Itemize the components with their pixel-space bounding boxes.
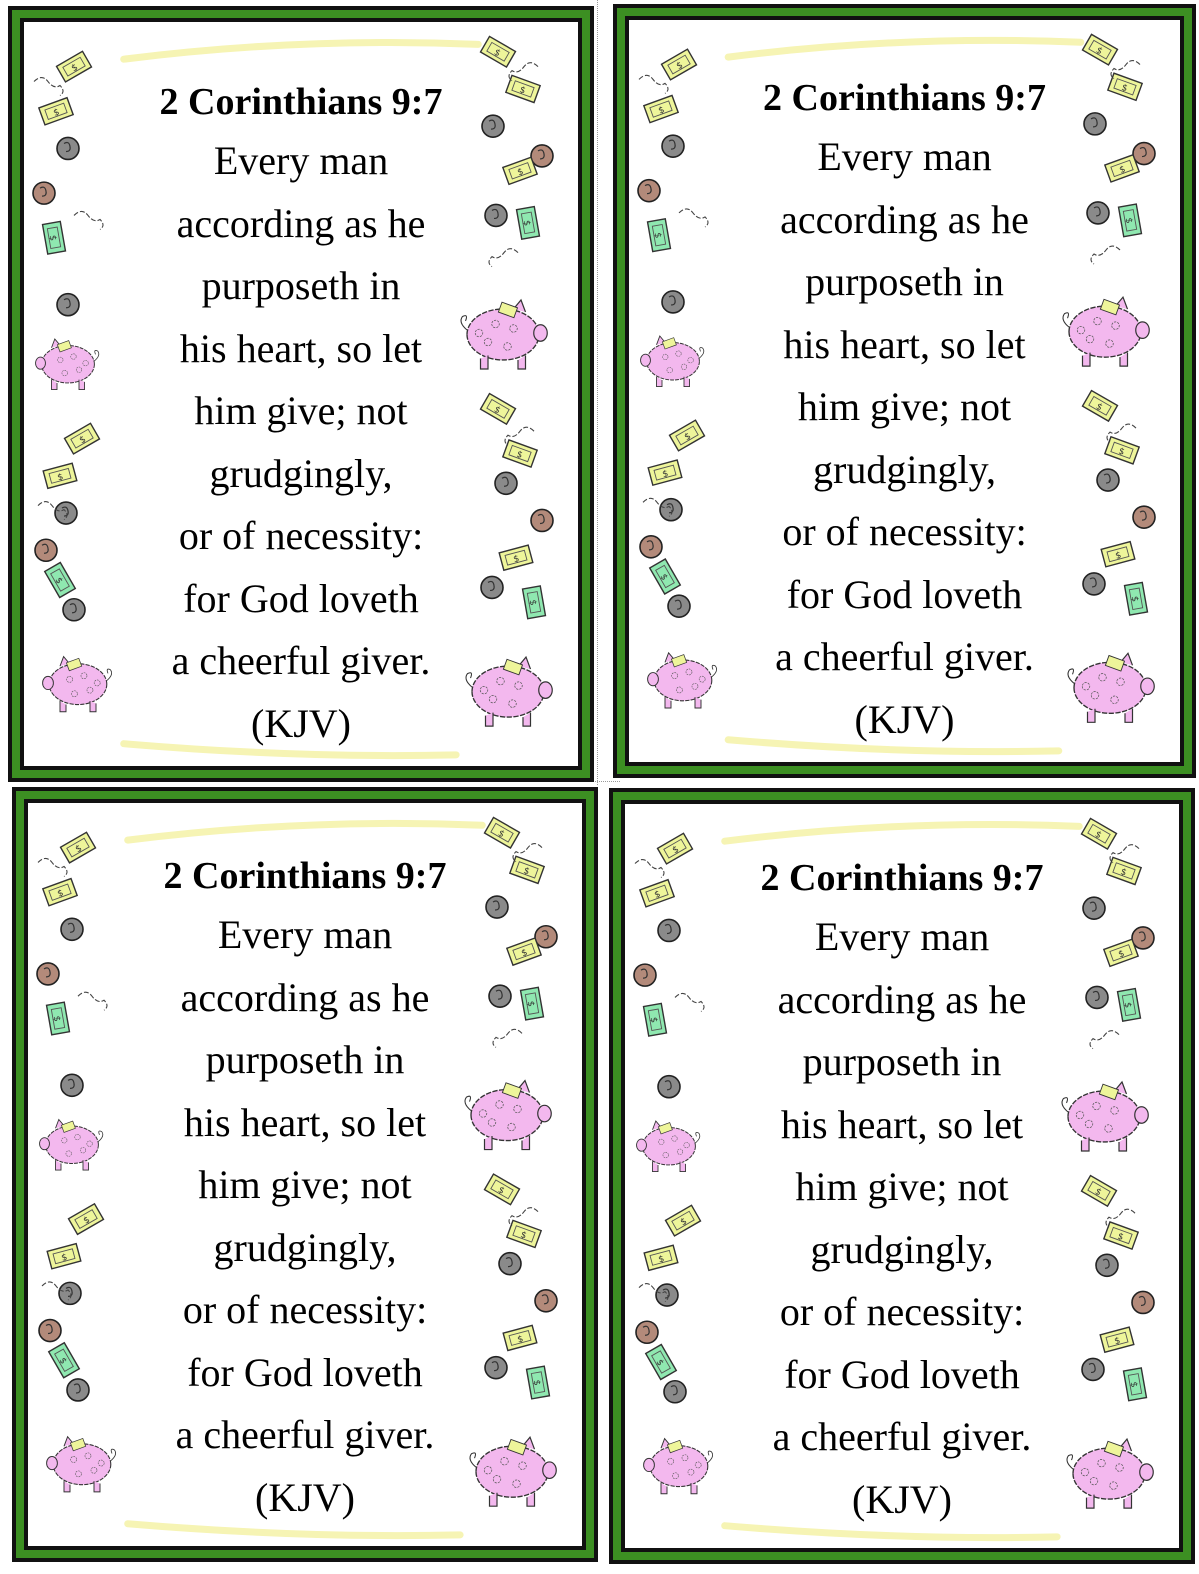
verse-line: his heart, so let bbox=[179, 325, 423, 371]
verse-reference: 2 Corinthians 9:7 bbox=[763, 77, 1046, 119]
verse-line: or of necessity: bbox=[178, 513, 424, 558]
svg-text:$: $ bbox=[1115, 1231, 1125, 1244]
verse-line: grudgingly, bbox=[209, 450, 393, 496]
svg-text:$: $ bbox=[56, 472, 65, 484]
verse-line: him give; not bbox=[198, 1162, 412, 1207]
svg-text:$: $ bbox=[647, 1016, 659, 1024]
dollar-bill-icon bbox=[1082, 818, 1117, 849]
verse-line: according as he bbox=[176, 200, 426, 246]
svg-text:$: $ bbox=[517, 85, 527, 97]
svg-text:$: $ bbox=[1119, 82, 1129, 95]
svg-text:$: $ bbox=[1128, 595, 1140, 603]
verse-line: Every man bbox=[814, 914, 990, 959]
svg-text:$: $ bbox=[675, 60, 685, 73]
svg-text:$: $ bbox=[56, 888, 66, 900]
svg-text:$: $ bbox=[50, 1015, 62, 1023]
svg-text:$: $ bbox=[1118, 164, 1128, 176]
verse-line: grudgingly, bbox=[810, 1226, 994, 1272]
svg-text:$: $ bbox=[516, 1334, 525, 1346]
svg-text:$: $ bbox=[521, 866, 531, 878]
verse-line: purposeth in bbox=[805, 259, 1004, 304]
svg-text:$: $ bbox=[492, 404, 502, 417]
svg-text:$: $ bbox=[657, 1254, 666, 1266]
verse-line: him give; not bbox=[797, 384, 1012, 429]
dollar-bill-icon bbox=[485, 817, 520, 848]
verse-line: for God loveth bbox=[187, 1349, 423, 1395]
svg-text:$: $ bbox=[651, 231, 663, 240]
bible-version: (KJV) bbox=[255, 1474, 355, 1520]
bible-version: (KJV) bbox=[852, 1476, 952, 1522]
verse-line: Every man bbox=[213, 138, 389, 183]
svg-text:$: $ bbox=[496, 1185, 506, 1197]
svg-text:$: $ bbox=[683, 431, 693, 444]
verse-text-block bbox=[12, 848, 598, 1529]
verse-line: his heart, so let bbox=[183, 1099, 427, 1145]
svg-text:$: $ bbox=[56, 1356, 69, 1367]
verse-line: him give; not bbox=[194, 388, 408, 433]
svg-text:$: $ bbox=[52, 107, 62, 119]
svg-text:$: $ bbox=[526, 598, 538, 607]
svg-text:$: $ bbox=[1127, 1380, 1139, 1389]
svg-text:$: $ bbox=[657, 105, 667, 117]
svg-text:$: $ bbox=[1093, 829, 1103, 842]
verse-line: grudgingly, bbox=[813, 446, 996, 492]
verse-line: a cheerful giver. bbox=[775, 634, 1034, 679]
svg-text:$: $ bbox=[1117, 949, 1127, 961]
svg-text:$: $ bbox=[52, 576, 65, 586]
svg-text:$: $ bbox=[661, 468, 670, 481]
verse-line: for God loveth bbox=[786, 571, 1023, 617]
verse-line: purposeth in bbox=[201, 263, 401, 308]
svg-text:$: $ bbox=[514, 449, 524, 462]
verse-line: according as he bbox=[780, 196, 1029, 242]
svg-text:$: $ bbox=[512, 554, 521, 566]
svg-text:$: $ bbox=[653, 1358, 666, 1368]
verse-line: according as he bbox=[180, 974, 430, 1020]
verse-line: for God loveth bbox=[784, 1351, 1020, 1397]
verse-text-block bbox=[613, 70, 1196, 751]
verse-card-3 bbox=[12, 787, 598, 1562]
verse-line: or of necessity: bbox=[782, 509, 1027, 554]
verse-line: for God loveth bbox=[183, 575, 419, 621]
svg-text:$: $ bbox=[1122, 216, 1134, 225]
bible-version: (KJV) bbox=[251, 700, 351, 746]
svg-text:$: $ bbox=[679, 1216, 689, 1229]
verse-line: according as he bbox=[777, 976, 1027, 1022]
verse-card-4 bbox=[609, 788, 1195, 1564]
cut-line-horizontal bbox=[590, 781, 620, 782]
verse-reference: 2 Corinthians 9:7 bbox=[760, 857, 1044, 899]
svg-text:$: $ bbox=[520, 219, 532, 227]
verse-line: him give; not bbox=[795, 1164, 1009, 1209]
svg-text:$: $ bbox=[46, 234, 58, 242]
svg-text:$: $ bbox=[653, 889, 663, 901]
svg-text:$: $ bbox=[1094, 45, 1104, 58]
svg-text:$: $ bbox=[1094, 401, 1104, 414]
dollar-bill-icon bbox=[1083, 34, 1118, 65]
svg-text:$: $ bbox=[1093, 1186, 1103, 1199]
verse-reference: 2 Corinthians 9:7 bbox=[159, 81, 443, 123]
verse-line: his heart, so let bbox=[780, 1101, 1024, 1147]
verse-reference: 2 Corinthians 9:7 bbox=[163, 855, 447, 897]
svg-text:$: $ bbox=[60, 1252, 69, 1264]
svg-text:$: $ bbox=[74, 843, 84, 856]
svg-text:$: $ bbox=[82, 1215, 92, 1227]
verse-line: or of necessity: bbox=[182, 1287, 428, 1332]
verse-line: his heart, so let bbox=[783, 321, 1026, 367]
verse-line: purposeth in bbox=[205, 1037, 405, 1082]
dollar-bill-icon bbox=[481, 36, 516, 67]
verse-line: grudgingly, bbox=[213, 1224, 397, 1270]
svg-text:$: $ bbox=[496, 828, 506, 841]
svg-text:$: $ bbox=[524, 1000, 536, 1008]
svg-text:$: $ bbox=[530, 1379, 542, 1387]
svg-text:$: $ bbox=[516, 167, 526, 179]
svg-text:$: $ bbox=[70, 62, 80, 75]
svg-text:$: $ bbox=[492, 47, 502, 60]
svg-text:$: $ bbox=[1116, 446, 1126, 458]
verse-line: Every man bbox=[217, 912, 393, 957]
verse-line: or of necessity: bbox=[779, 1289, 1025, 1334]
svg-text:$: $ bbox=[1118, 867, 1128, 879]
verse-line: a cheerful giver. bbox=[772, 1414, 1032, 1459]
bible-version: (KJV) bbox=[854, 696, 955, 742]
svg-text:$: $ bbox=[78, 434, 88, 447]
verse-card-1 bbox=[8, 6, 594, 782]
verse-card-2 bbox=[613, 4, 1196, 778]
svg-text:$: $ bbox=[657, 572, 670, 583]
verse-line: Every man bbox=[817, 134, 992, 179]
verse-line: a cheerful giver. bbox=[175, 1412, 435, 1457]
verse-text-block bbox=[8, 74, 594, 755]
verse-line: a cheerful giver. bbox=[171, 638, 431, 683]
svg-text:$: $ bbox=[520, 947, 530, 960]
svg-text:$: $ bbox=[1114, 550, 1123, 562]
svg-text:$: $ bbox=[518, 1230, 528, 1242]
svg-text:$: $ bbox=[1113, 1336, 1122, 1348]
svg-text:$: $ bbox=[1121, 1001, 1133, 1009]
verse-line: purposeth in bbox=[802, 1039, 1002, 1084]
cut-line-vertical bbox=[597, 0, 598, 785]
verse-text-block bbox=[609, 850, 1195, 1531]
svg-text:$: $ bbox=[671, 844, 681, 857]
